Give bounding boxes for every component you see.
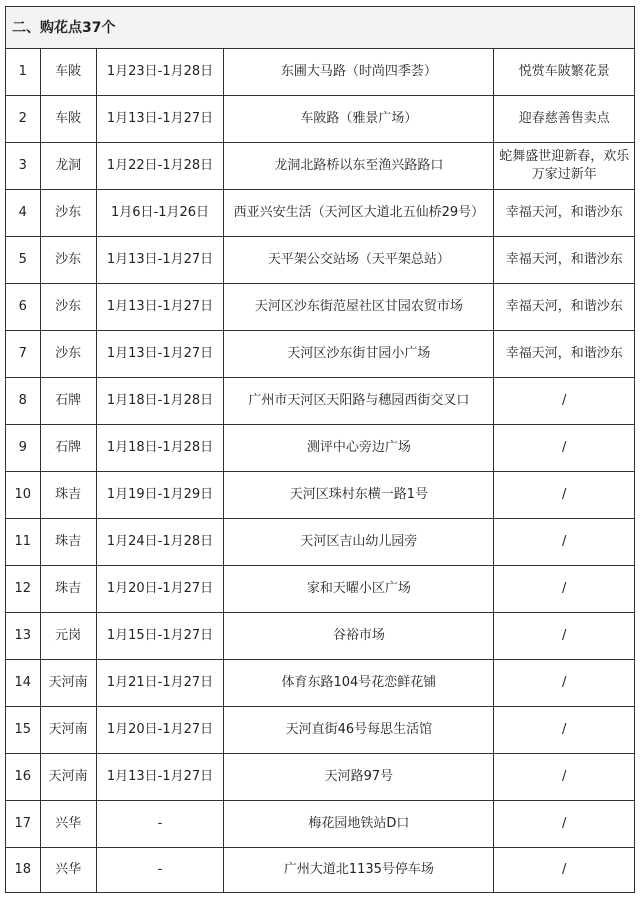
section-title-row: [6, 7, 635, 49]
table-row: [6, 425, 635, 472]
theme-cell: /: [494, 519, 635, 566]
table-row: [6, 237, 635, 284]
street-area-cell: 龙洞: [40, 143, 96, 190]
table-row: [6, 660, 635, 707]
theme-cell: /: [494, 801, 635, 848]
row-number-cell: 11: [6, 519, 41, 566]
theme-cell: /: [494, 378, 635, 425]
row-number-cell: 7: [6, 331, 41, 378]
theme-cell: 迎春慈善售卖点: [494, 96, 635, 143]
date-range-cell: 1月18日-1月28日: [96, 378, 224, 425]
date-range-cell: 1月23日-1月28日: [96, 49, 224, 96]
theme-cell: /: [494, 707, 635, 754]
location-cell: 车陂路（雅景广场）: [224, 96, 494, 143]
date-range-cell: -: [96, 848, 224, 893]
location-cell: 谷裕市场: [224, 613, 494, 660]
theme-cell: 幸福天河，和谐沙东: [494, 284, 635, 331]
table-row: [6, 190, 635, 237]
row-number-cell: 13: [6, 613, 41, 660]
street-area-cell: 沙东: [40, 190, 96, 237]
theme-cell: 幸福天河，和谐沙东: [494, 237, 635, 284]
location-cell: 体育东路104号花恋鲜花铺: [224, 660, 494, 707]
location-cell: 西亚兴安生活（天河区大道北五仙桥29号）: [224, 190, 494, 237]
row-number-cell: 12: [6, 566, 41, 613]
street-area-cell: 天河南: [40, 707, 96, 754]
street-area-cell: 兴华: [40, 801, 96, 848]
row-number-cell: 8: [6, 378, 41, 425]
section-title: 二、购花点37个: [6, 7, 635, 49]
theme-cell: 蛇舞盛世迎新春，欢乐万家过新年: [494, 143, 635, 190]
row-number-cell: 16: [6, 754, 41, 801]
date-range-cell: -: [96, 801, 224, 848]
location-cell: 天河区沙东街范屋社区甘园农贸市场: [224, 284, 494, 331]
table-row: [6, 378, 635, 425]
date-range-cell: 1月21日-1月27日: [96, 660, 224, 707]
location-cell: 天河区吉山幼儿园旁: [224, 519, 494, 566]
date-range-cell: 1月13日-1月27日: [96, 284, 224, 331]
row-number-cell: 1: [6, 49, 41, 96]
table-row: [6, 49, 635, 96]
date-range-cell: 1月13日-1月27日: [96, 96, 224, 143]
flower-points-table: [5, 6, 635, 893]
street-area-cell: 沙东: [40, 331, 96, 378]
theme-cell: /: [494, 613, 635, 660]
location-cell: 东圃大马路（时尚四季荟）: [224, 49, 494, 96]
row-number-cell: 18: [6, 848, 41, 893]
date-range-cell: 1月22日-1月28日: [96, 143, 224, 190]
table-row: [6, 754, 635, 801]
date-range-cell: 1月19日-1月29日: [96, 472, 224, 519]
date-range-cell: 1月18日-1月28日: [96, 425, 224, 472]
location-cell: 家和天曜小区广场: [224, 566, 494, 613]
street-area-cell: 兴华: [40, 848, 96, 893]
row-number-cell: 5: [6, 237, 41, 284]
document-page: [0, 6, 640, 923]
table-row: [6, 472, 635, 519]
date-range-cell: 1月13日-1月27日: [96, 754, 224, 801]
table-row: [6, 848, 635, 893]
row-number-cell: 15: [6, 707, 41, 754]
row-number-cell: 4: [6, 190, 41, 237]
location-cell: 广州市天河区天阳路与穗园西街交叉口: [224, 378, 494, 425]
row-number-cell: 14: [6, 660, 41, 707]
location-cell: 龙洞北路桥以东至渔兴路路口: [224, 143, 494, 190]
location-cell: 梅花园地铁站D口: [224, 801, 494, 848]
street-area-cell: 车陂: [40, 49, 96, 96]
row-number-cell: 3: [6, 143, 41, 190]
date-range-cell: 1月13日-1月27日: [96, 237, 224, 284]
table-row: [6, 613, 635, 660]
row-number-cell: 17: [6, 801, 41, 848]
date-range-cell: 1月20日-1月27日: [96, 566, 224, 613]
street-area-cell: 珠吉: [40, 519, 96, 566]
theme-cell: 幸福天河，和谐沙东: [494, 331, 635, 378]
theme-cell: /: [494, 472, 635, 519]
date-range-cell: 1月24日-1月28日: [96, 519, 224, 566]
street-area-cell: 石牌: [40, 378, 96, 425]
table-row: [6, 284, 635, 331]
theme-cell: /: [494, 660, 635, 707]
table-row: [6, 566, 635, 613]
location-cell: 天平架公交站场（天平架总站）: [224, 237, 494, 284]
street-area-cell: 车陂: [40, 96, 96, 143]
street-area-cell: 珠吉: [40, 566, 96, 613]
date-range-cell: 1月20日-1月27日: [96, 707, 224, 754]
row-number-cell: 10: [6, 472, 41, 519]
theme-cell: /: [494, 425, 635, 472]
location-cell: 天河路97号: [224, 754, 494, 801]
row-number-cell: 6: [6, 284, 41, 331]
location-cell: 广州大道北1135号停车场: [224, 848, 494, 893]
table-row: [6, 519, 635, 566]
location-cell: 天河区珠村东横一路1号: [224, 472, 494, 519]
location-cell: 天河直街46号每思生活馆: [224, 707, 494, 754]
date-range-cell: 1月13日-1月27日: [96, 331, 224, 378]
street-area-cell: 天河南: [40, 660, 96, 707]
street-area-cell: 沙东: [40, 237, 96, 284]
theme-cell: /: [494, 848, 635, 893]
table-row: [6, 143, 635, 190]
table-row: [6, 707, 635, 754]
table-row: [6, 96, 635, 143]
location-cell: 天河区沙东街甘园小广场: [224, 331, 494, 378]
street-area-cell: 元岗: [40, 613, 96, 660]
location-cell: 测评中心旁边广场: [224, 425, 494, 472]
street-area-cell: 沙东: [40, 284, 96, 331]
street-area-cell: 石牌: [40, 425, 96, 472]
table-row: [6, 801, 635, 848]
theme-cell: /: [494, 754, 635, 801]
table-row: [6, 331, 635, 378]
theme-cell: 悦赏车陂繁花景: [494, 49, 635, 96]
row-number-cell: 2: [6, 96, 41, 143]
street-area-cell: 天河南: [40, 754, 96, 801]
theme-cell: 幸福天河，和谐沙东: [494, 190, 635, 237]
theme-cell: /: [494, 566, 635, 613]
street-area-cell: 珠吉: [40, 472, 96, 519]
row-number-cell: 9: [6, 425, 41, 472]
date-range-cell: 1月15日-1月27日: [96, 613, 224, 660]
date-range-cell: 1月6日-1月26日: [96, 190, 224, 237]
